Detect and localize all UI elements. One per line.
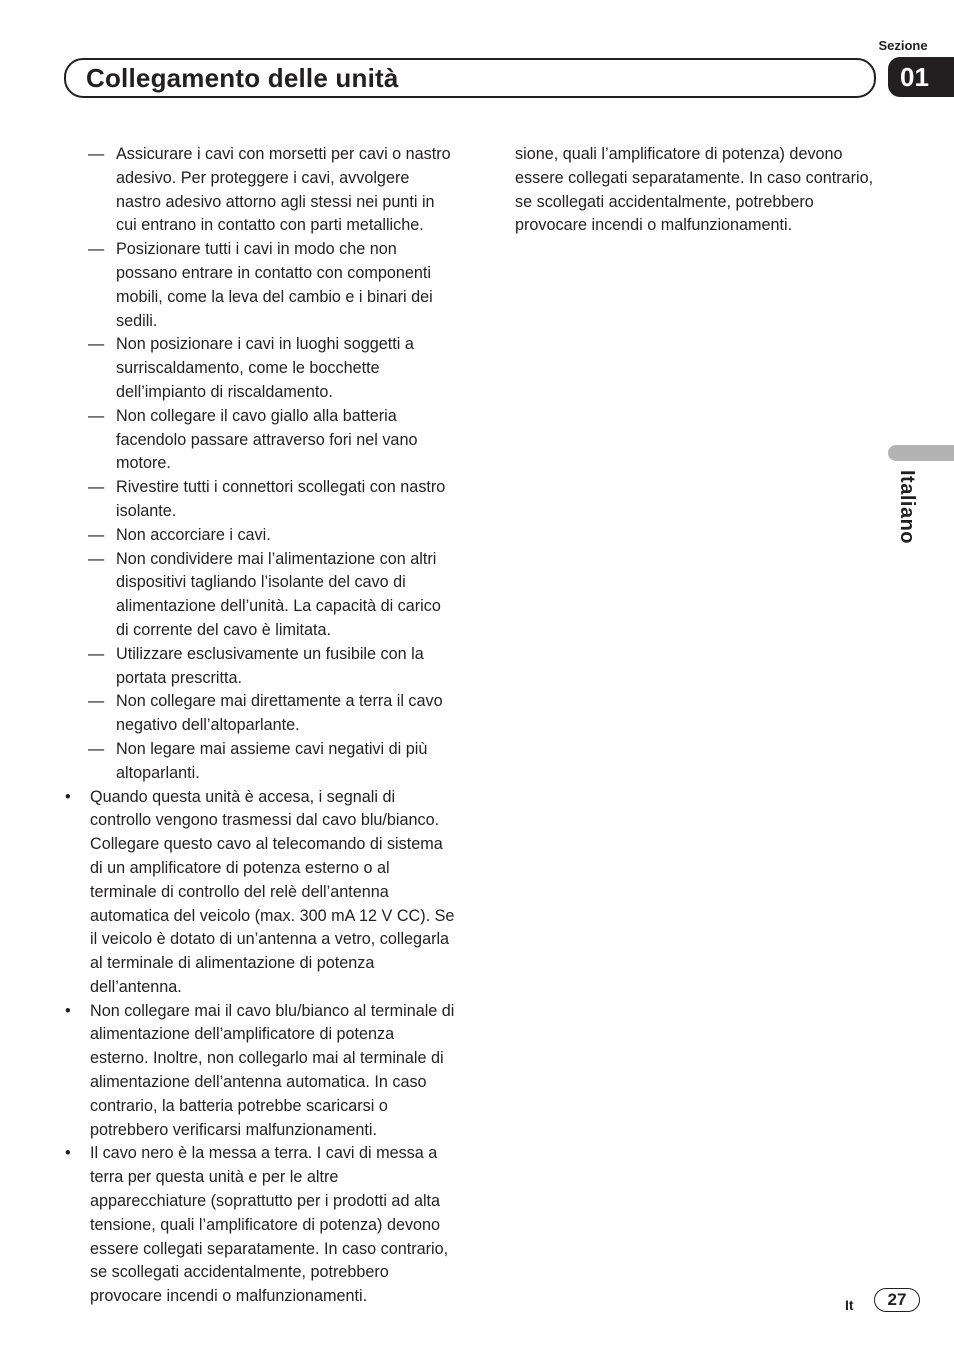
bullet-marker: • <box>65 1144 71 1163</box>
list-item <box>60 333 455 404</box>
dash-list <box>60 143 455 786</box>
list-item <box>60 786 455 1000</box>
list-item-text: Non accorciare i cavi. <box>116 525 271 544</box>
dash-marker: — <box>88 525 105 544</box>
dash-marker: — <box>88 478 105 497</box>
list-item-text: Rivestire tutti i connettori scollegati con nastro isolante. <box>116 478 446 520</box>
section-number-tab: 01 <box>888 57 954 97</box>
list-item <box>60 1142 455 1309</box>
list-item <box>60 405 455 476</box>
list-item-text: Il cavo nero è la messa a terra. I cavi di messa a terra per questa unità e per le altre apparecchiature (soprattutto per i prodotti ad alta tensione, quali l’amplificatore di potenza) devono essere collegati separatamente. In caso contrario, se scollegati accidentalmente, potrebbero provocare incendi o malfunzionamenti. <box>90 1144 449 1306</box>
page-number: 27 <box>874 1288 920 1312</box>
list-item-text: Non condividere mai l’alimentazione con altri dispositivi tagliando l’isolante del cavo di alimentazione dell’unità. La capacità di carico di corrente del cavo è limitata. <box>116 549 441 639</box>
dash-marker: — <box>88 240 105 259</box>
list-item <box>60 476 455 524</box>
list-item-text: Posizionare tutti i cavi in modo che non possano entrare in contatto con componenti mobili, come la leva del cambio e i binari dei sedili. <box>116 240 433 330</box>
list-item <box>60 524 455 548</box>
list-item-text: Non collegare mai il cavo blu/bianco al terminale di alimentazione dell’amplificatore di potenza esterno. Inoltre, non collegarlo mai al terminale di alimentazione dell’antenna automatica. In caso contrario, la batteria potrebbe scaricarsi o potrebbero verificarsi malfunzionamenti. <box>90 1001 455 1139</box>
list-item-text: Non posizionare i cavi in luoghi soggetti a surriscaldamento, come le bocchette dell’impianto di riscaldamento. <box>116 335 414 401</box>
dash-marker: — <box>88 549 105 568</box>
right-column <box>515 143 890 238</box>
dash-marker: — <box>88 739 105 758</box>
list-item <box>60 143 455 238</box>
page-title: Collegamento delle unità <box>86 63 399 93</box>
list-item <box>60 690 455 738</box>
list-item <box>60 643 455 691</box>
section-label: Sezione <box>878 38 928 53</box>
page-header <box>64 58 876 98</box>
dash-marker: — <box>88 335 105 354</box>
list-item <box>60 1000 455 1143</box>
list-item-text: Quando questa unità è accesa, i segnali di controllo vengono trasmessi dal cavo blu/bianco. Collegare questo cavo al telecomando di sistema di un amplificatore di potenza esterno o al terminale di controllo del relè dell’antenna automatica del veicolo (max. 300 mA 12 V CC). Se il veicolo è dotato di un’antenna a vetro, collegarla al terminale di alimentazione di potenza dell’antenna. <box>90 787 455 996</box>
language-tab-marker <box>888 445 954 461</box>
list-item-text: Non legare mai assieme cavi negativi di più altoparlanti. <box>116 739 428 782</box>
language-label: Italiano <box>896 470 918 545</box>
dash-marker: — <box>88 406 105 425</box>
list-item-text: Non collegare mai direttamente a terra il cavo negativo dell’altoparlante. <box>116 692 443 735</box>
dash-marker: — <box>88 692 105 711</box>
list-item-text: Assicurare i cavi con morsetti per cavi o nastro adesivo. Per proteggere i cavi, avvolgere nastro adesivo attorno agli stessi nei punti in cui entrano in contatto con parti metalliche. <box>116 145 451 235</box>
bullet-marker: • <box>65 787 71 806</box>
list-item <box>60 548 455 643</box>
list-item-text: Utilizzare esclusivamente un fusibile con la portata prescritta. <box>116 644 424 687</box>
dash-marker: — <box>88 145 105 163</box>
footer-language-code: It <box>845 1297 854 1313</box>
bullet-list <box>60 786 455 1310</box>
bullet-marker: • <box>65 1001 71 1020</box>
list-item <box>60 738 455 786</box>
list-item <box>60 238 455 333</box>
left-column <box>60 143 455 1309</box>
continuation-paragraph: sione, quali l’amplificatore di potenza) devono essere collegati separatamente. In caso contrario, se scollegati accidentalmente, potrebbero provocare incendi o malfunzionamenti. <box>515 145 874 235</box>
dash-marker: — <box>88 644 105 663</box>
list-item-text: Non collegare il cavo giallo alla batteria facendolo passare attraverso fori nel vano motore. <box>116 406 418 473</box>
